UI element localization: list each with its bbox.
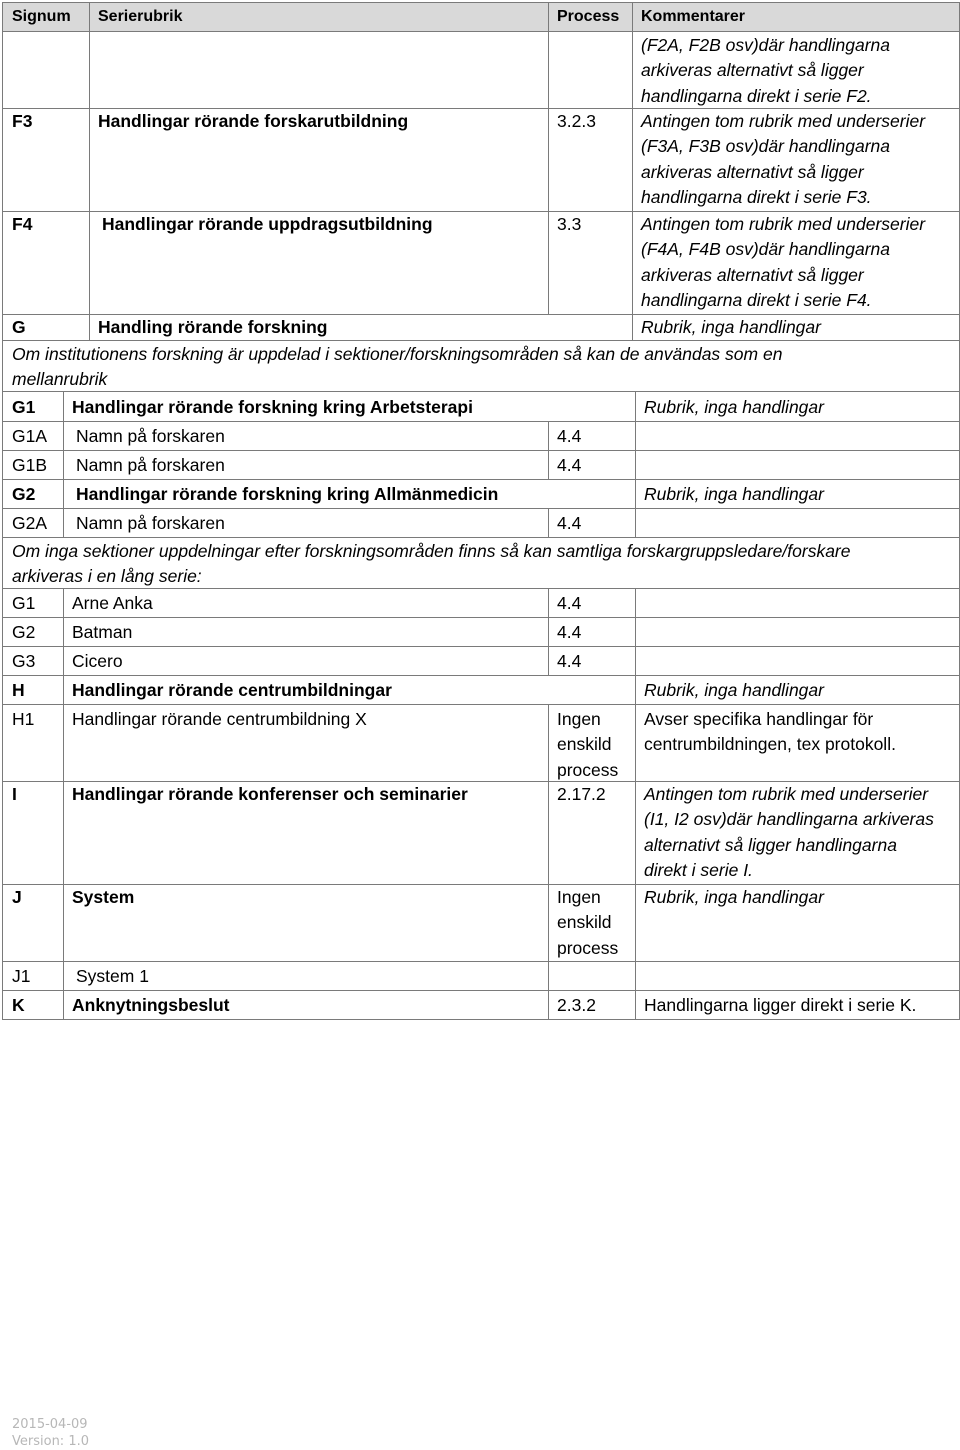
note-line: Om inga sektioner uppdelningar efter forskningsområden finns så kan samtliga forskargruppsledare/forskare xyxy=(12,541,851,561)
table-row-h xyxy=(2,676,960,705)
table-row-h1 xyxy=(2,705,960,782)
title-h1: Handlingar rörande centrumbildning X xyxy=(72,709,367,729)
signum-g2x: G2 xyxy=(12,622,36,642)
table-row-g2-batman xyxy=(2,618,960,647)
signum-j1: J1 xyxy=(12,966,31,986)
title-g2x: Batman xyxy=(72,622,133,642)
process-g2a: 4.4 xyxy=(557,513,582,533)
note-long-series xyxy=(2,538,960,589)
process-g2x: 4.4 xyxy=(557,622,582,642)
header-kommentarer: Kommentarer xyxy=(641,8,746,25)
table-header xyxy=(2,2,960,32)
table-row-j xyxy=(2,885,960,962)
comment-h: Rubrik, inga handlingar xyxy=(644,680,824,700)
comment-f4: Antingen tom rubrik med underserier (F4A, F4B osv)där handlingarna arkiveras alternativt så ligger handlingarna direkt i serie F4. xyxy=(641,214,926,310)
title-f4: Handlingar rörande uppdragsutbildning xyxy=(102,214,433,234)
title-g1: Handlingar rörande forskning kring Arbetsterapi xyxy=(72,397,473,417)
signum-g1a: G1A xyxy=(12,426,48,446)
signum-g1: G1 xyxy=(12,397,36,417)
title-f3: Handlingar rörande forskarutbildning xyxy=(98,111,409,131)
title-g2a: Namn på forskaren xyxy=(76,513,225,533)
title-g1a: Namn på forskaren xyxy=(76,426,225,446)
signum-g1b: G1B xyxy=(12,455,48,475)
title-g2: Handlingar rörande forskning kring Allmänmedicin xyxy=(76,484,499,504)
comment-f3: Antingen tom rubrik med underserier (F3A, F3B osv)där handlingarna arkiveras alternativt så ligger handlingarna direkt i serie F3. xyxy=(641,111,926,207)
title-g1x: Arne Anka xyxy=(72,593,153,613)
title-g: Handling rörande forskning xyxy=(98,317,328,337)
records-table xyxy=(2,2,960,1020)
process-h1: Ingen enskild process xyxy=(557,709,619,780)
process-f4: 3.3 xyxy=(557,214,582,234)
process-g1x: 4.4 xyxy=(557,593,582,613)
note-line: mellanrubrik xyxy=(12,369,108,390)
process-g1a: 4.4 xyxy=(557,426,582,446)
table-row-g3-cicero xyxy=(2,647,960,676)
note-section-division xyxy=(2,341,960,392)
process-k: 2.3.2 xyxy=(557,995,596,1015)
header-signum: Signum xyxy=(12,8,71,25)
comment-g1: Rubrik, inga handlingar xyxy=(644,397,824,417)
table-row-g1-arne-anka xyxy=(2,589,960,618)
title-j1: System 1 xyxy=(76,966,149,986)
comment-h1: Avser specifika handlingar för centrumbildningen, tex protokoll. xyxy=(644,709,896,755)
table-row-g xyxy=(2,315,960,341)
footer-date: 2015-04-09 xyxy=(12,1417,88,1432)
signum-f4: F4 xyxy=(12,214,33,234)
table-row-f3 xyxy=(2,109,960,212)
comment-k: Handlingarna ligger direkt i serie K. xyxy=(644,995,917,1015)
process-g1b: 4.4 xyxy=(557,455,582,475)
title-g1b: Namn på forskaren xyxy=(76,455,225,475)
table-row-g1a xyxy=(2,422,960,451)
process-f3: 3.2.3 xyxy=(557,111,596,131)
signum-g2: G2 xyxy=(12,484,36,504)
title-h: Handlingar rörande centrumbildningar xyxy=(72,680,392,700)
signum-h1: H1 xyxy=(12,709,35,729)
title-k: Anknytningsbeslut xyxy=(72,995,230,1015)
table-row-f2-continued xyxy=(2,32,960,109)
comment-f2: (F2A, F2B osv)där handlingarna arkiveras alternativt så ligger handlingarna direkt i serie F2. xyxy=(641,35,891,106)
comment-g2: Rubrik, inga handlingar xyxy=(644,484,824,504)
table-row-g2 xyxy=(2,480,960,509)
signum-h: H xyxy=(12,680,25,700)
process-j: Ingen enskild process xyxy=(557,887,619,958)
signum-g2a: G2A xyxy=(12,513,48,533)
header-process: Process xyxy=(557,8,620,25)
header-serierubrik: Serierubrik xyxy=(98,8,183,25)
signum-i: I xyxy=(12,784,17,804)
title-j: System xyxy=(72,887,135,907)
table-row-i xyxy=(2,782,960,885)
note-line: arkiveras i en lång serie: xyxy=(12,566,202,587)
table-row-g1 xyxy=(2,392,960,422)
comment-g: Rubrik, inga handlingar xyxy=(641,317,821,337)
table-row-g2a xyxy=(2,509,960,538)
signum-j: J xyxy=(12,887,22,907)
table-row-f4 xyxy=(2,212,960,315)
signum-k: K xyxy=(12,995,25,1015)
footer-version: Version: 1.0 xyxy=(12,1434,89,1449)
process-i: 2.17.2 xyxy=(557,784,606,804)
comment-j: Rubrik, inga handlingar xyxy=(644,887,824,907)
title-g3x: Cicero xyxy=(72,651,123,671)
signum-g: G xyxy=(12,317,26,337)
table-row-j1 xyxy=(2,962,960,991)
table-row-g1b xyxy=(2,451,960,480)
page-footer xyxy=(12,1416,89,1450)
comment-i: Antingen tom rubrik med underserier (I1, I2 osv)där handlingarna arkiveras alternativt så ligger handlingarna direkt i serie I. xyxy=(644,784,934,880)
table-row-k xyxy=(2,991,960,1020)
signum-f3: F3 xyxy=(12,111,33,131)
note-line: Om institutionens forskning är uppdelad i sektioner/forskningsområden så kan de användas som en xyxy=(12,344,783,364)
title-i: Handlingar rörande konferenser och seminarier xyxy=(72,784,468,804)
process-g3x: 4.4 xyxy=(557,651,582,671)
signum-g3x: G3 xyxy=(12,651,36,671)
signum-g1x: G1 xyxy=(12,593,36,613)
